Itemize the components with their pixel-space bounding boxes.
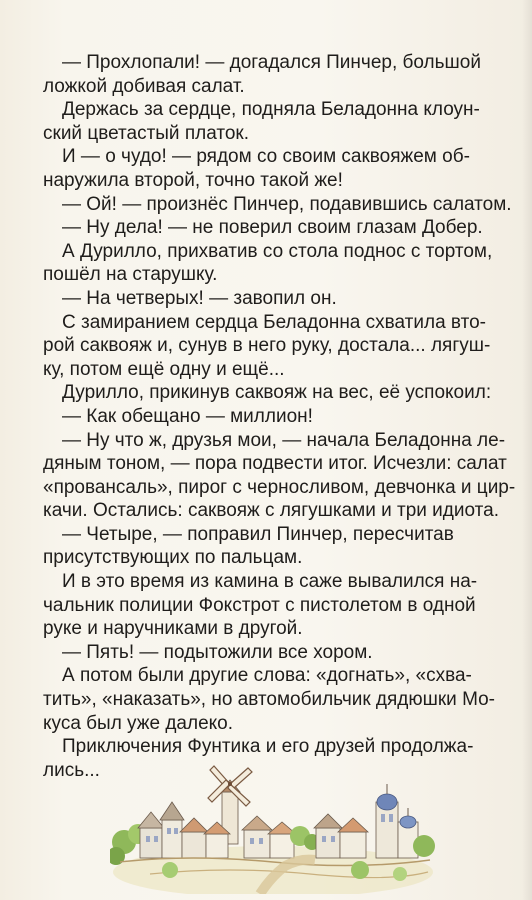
paragraph-line: тить», «наказать», но автомобильчик дядюшки Мо- bbox=[43, 689, 496, 711]
paragraph-line: А Дурилло, прихватив со стола поднос с тортом, bbox=[62, 240, 493, 262]
page-edge-shadow bbox=[522, 0, 532, 900]
paragraph-line: рой саквояж и, сунув в него руку, достала... лягуш- bbox=[43, 335, 491, 357]
paragraph-line: — Ну дела! — не поверил своим глазам Добер. bbox=[62, 217, 483, 239]
paragraph bbox=[43, 429, 524, 523]
paragraph-line: С замиранием сердца Беладонна схватила вто- bbox=[62, 311, 486, 333]
paragraph-line: дяным тоном, — пора подвести итог. Исчезли: салат bbox=[43, 453, 507, 475]
paragraph-line: И — о чудо! — рядом со своим саквояжем об- bbox=[62, 146, 470, 168]
paragraph-line: А потом были другие слова: «догнать», «схва- bbox=[62, 665, 472, 687]
paragraph bbox=[62, 216, 524, 240]
paragraph bbox=[43, 311, 524, 382]
paragraph bbox=[43, 570, 524, 641]
paragraph-line: Держась за сердце, подняла Беладонна клоун- bbox=[62, 99, 480, 121]
paragraph-line: присутствующих по пальцам. bbox=[43, 547, 303, 569]
paragraph bbox=[62, 193, 524, 217]
paragraph bbox=[62, 405, 524, 429]
paragraph-line: Приключения Фунтика и его друзей продолжа- bbox=[62, 736, 474, 758]
paragraph-line: Дурилло, прикинув саквояж на вес, её успокоил: bbox=[62, 382, 492, 404]
paragraph-line: пошёл на старушку. bbox=[43, 264, 218, 286]
paragraph-line: — На четверых! — завопил он. bbox=[62, 287, 337, 309]
paragraph-line: ский цветастый платок. bbox=[43, 122, 249, 144]
paragraph-line: — Как обещано — миллион! bbox=[62, 405, 313, 427]
paragraph-line: ложкой добивая салат. bbox=[43, 75, 245, 97]
paragraph-line: — Прохлопали! — догадался Пинчер, большой bbox=[62, 52, 481, 73]
paragraph-line: — Пять! — подытожили все хором. bbox=[62, 641, 373, 663]
paragraph bbox=[43, 240, 524, 287]
paragraph-line: — Ну что ж, друзья мои, — начала Беладонна ле- bbox=[62, 429, 506, 451]
story-text bbox=[43, 51, 524, 782]
paragraph-line: наружила второй, точно такой же! bbox=[43, 169, 343, 191]
paragraph bbox=[62, 641, 524, 665]
paragraph bbox=[43, 664, 524, 735]
paragraph-line: — Ой! — произнёс Пинчер, подавившись салатом. bbox=[62, 193, 512, 215]
paragraph-line: куса был уже далеко. bbox=[43, 712, 234, 734]
paragraph-line: чальник полиции Фокстрот с пистолетом в одной bbox=[43, 594, 476, 616]
paragraph-line: «провансаль», пирог с черносливом, девчонка и цир- bbox=[43, 476, 516, 498]
paragraph-line: лись... bbox=[43, 759, 100, 781]
paragraph bbox=[62, 287, 524, 311]
paragraph-line: — Четыре, — поправил Пинчер, пересчитав bbox=[62, 523, 454, 545]
paragraph bbox=[43, 145, 524, 192]
paragraph bbox=[43, 51, 524, 98]
paragraph bbox=[43, 98, 524, 145]
paragraph-line: руке и наручниками в другой. bbox=[43, 618, 303, 640]
paragraph-line: качи. Остались: саквояж с лягушками и три идиота. bbox=[43, 500, 499, 522]
town-windmill-illustration bbox=[110, 762, 436, 894]
paragraph-line: И в это время из камина в саже вывалился на- bbox=[62, 571, 478, 593]
paragraph bbox=[62, 381, 524, 405]
paragraph bbox=[43, 523, 524, 570]
paragraph-line: ку, потом ещё одну и ещё... bbox=[43, 358, 285, 380]
